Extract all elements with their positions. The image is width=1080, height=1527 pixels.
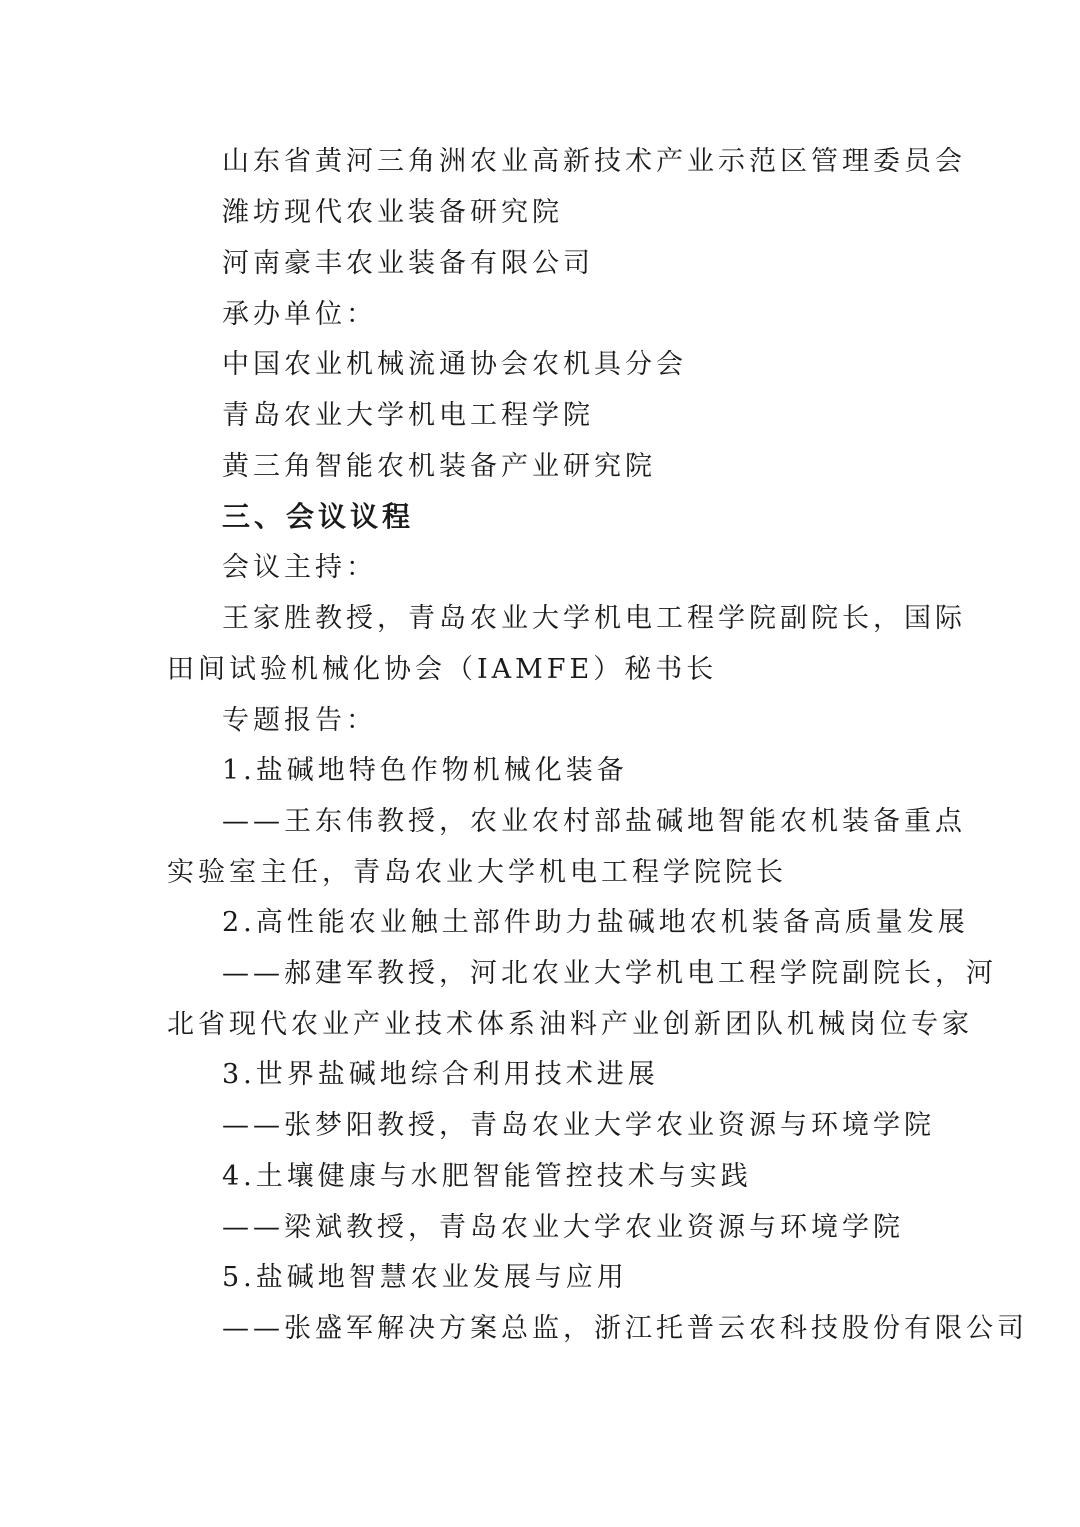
report-speaker: ——郝建军教授，河北农业大学机电工程学院副院长，河: [222, 958, 997, 989]
organizer-item: 河南豪丰农业装备有限公司: [222, 248, 594, 279]
section-title: 三、会议议程: [222, 500, 415, 533]
report-title: 2.高性能农业触土部件助力盐碱地农机装备高质量发展: [222, 907, 969, 938]
moderator-text: 王家胜教授，青岛农业大学机电工程学院副院长，国际: [222, 603, 966, 634]
moderator-text-continued: 田间试验机械化协会（IAMFE）秘书长: [167, 654, 718, 685]
organizer-item: 潍坊现代农业装备研究院: [222, 197, 563, 228]
report-title: 4.土壤健康与水肥智能管控技术与实践: [222, 1161, 752, 1192]
report-speaker: ——王东伟教授，农业农村部盐碱地智能农机装备重点: [222, 806, 966, 837]
report-title: 3.世界盐碱地综合利用技术进展: [222, 1059, 659, 1090]
report-speaker: ——张梦阳教授，青岛农业大学农业资源与环境学院: [222, 1110, 935, 1141]
reports-label: 专题报告：: [222, 705, 377, 736]
host-unit-item: 黄三角智能农机装备产业研究院: [222, 451, 656, 482]
report-speaker: ——梁斌教授，青岛农业大学农业资源与环境学院: [222, 1212, 904, 1243]
report-speaker-continued: 实验室主任，青岛农业大学机电工程学院院长: [167, 857, 787, 888]
organizer-item: 山东省黄河三角洲农业高新技术产业示范区管理委员会: [222, 146, 966, 177]
host-unit-item: 中国农业机械流通协会农机具分会: [222, 349, 687, 380]
host-unit-item: 青岛农业大学机电工程学院: [222, 400, 594, 431]
host-units-label: 承办单位：: [222, 299, 377, 330]
report-title: 5.盐碱地智慧农业发展与应用: [222, 1262, 628, 1293]
report-speaker-continued: 北省现代农业产业技术体系油料产业创新团队机械岗位专家: [167, 1009, 973, 1040]
moderator-label: 会议主持：: [222, 552, 377, 583]
report-title: 1.盐碱地特色作物机械化装备: [222, 755, 628, 786]
report-speaker: ——张盛军解决方案总监，浙江托普云农科技股份有限公司: [222, 1313, 1028, 1344]
